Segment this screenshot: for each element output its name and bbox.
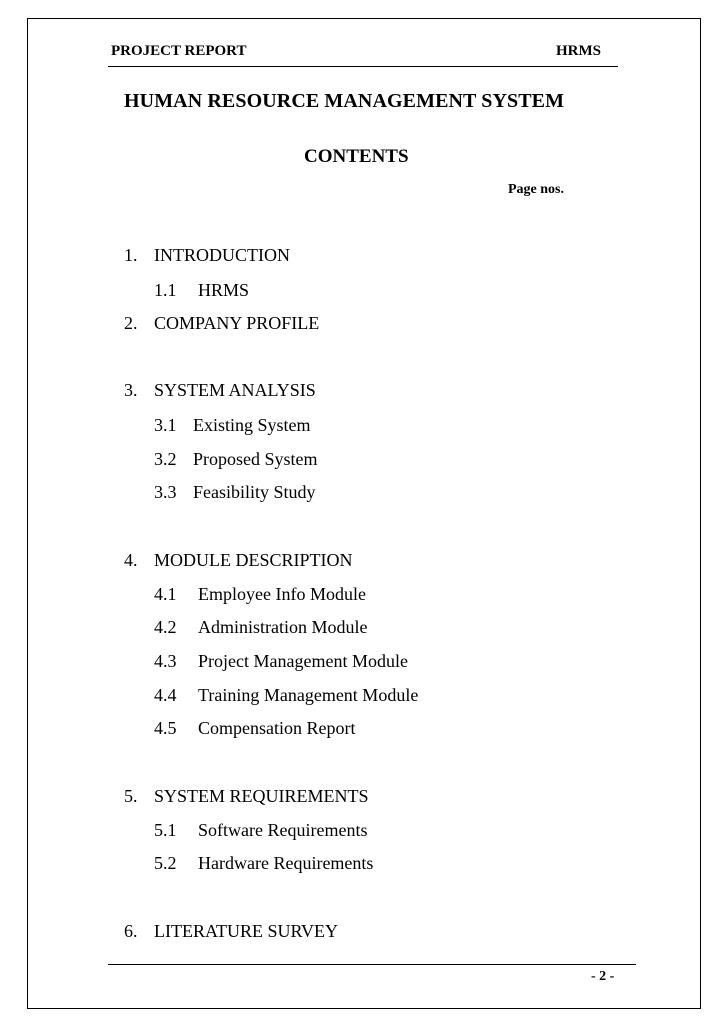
header-left: PROJECT REPORT [111,43,247,59]
toc-section-number: 6. [124,921,138,941]
document-title: HUMAN RESOURCE MANAGEMENT SYSTEM [124,90,565,112]
toc-section-number: 2. [124,313,138,333]
toc-subsection-label: Existing System [193,415,311,435]
toc-subsection [154,820,367,841]
toc-subsection-number: 3.1 [154,415,177,435]
toc-subsection [154,718,355,739]
toc-subsection [154,415,311,436]
toc-subsection-number: 4.5 [154,718,177,738]
toc-subsection-number: 1.1 [154,280,177,300]
toc-subsection [154,685,418,706]
toc-section-label: LITERATURE SURVEY [154,921,339,941]
toc-subsection-number: 4.3 [154,651,177,671]
toc-section-label: SYSTEM REQUIREMENTS [154,786,369,806]
toc-subsection-label: Hardware Requirements [198,853,374,873]
toc-subsection [154,449,318,470]
toc-section-label: INTRODUCTION [154,245,290,265]
contents-heading: CONTENTS [304,146,409,167]
toc-subsection-label: HRMS [198,280,250,300]
toc-subsection-number: 3.3 [154,482,177,502]
toc-subsection-number: 5.2 [154,853,177,873]
toc-section-number: 1. [124,245,138,265]
toc-section-module-description [124,550,353,571]
toc-section-number: 4. [124,550,138,570]
toc-subsection-label: Employee Info Module [198,584,366,604]
toc-section-system-requirements [124,786,369,807]
toc-section-company-profile [124,313,319,334]
toc-section-introduction [124,245,290,266]
toc-section-system-analysis [124,380,316,401]
toc-subsection [154,651,408,672]
toc-subsection [154,482,316,503]
toc-subsection-label: Training Management Module [198,685,419,705]
page-nos-label: Page nos. [508,182,564,197]
toc-section-number: 5. [124,786,138,806]
toc-section-literature-survey [124,921,338,942]
toc-subsection-label: Software Requirements [198,820,368,840]
toc-subsection-number: 3.2 [154,449,177,469]
toc-section-label: COMPANY PROFILE [154,313,320,333]
toc-section-label: SYSTEM ANALYSIS [154,380,316,400]
header-rule [108,66,618,67]
toc-subsection-label: Proposed System [193,449,318,469]
toc-subsection-label: Compensation Report [198,718,356,738]
toc-section-number: 3. [124,380,138,400]
toc-subsection-number: 4.4 [154,685,177,705]
toc-subsection-number: 5.1 [154,820,177,840]
toc-subsection [154,280,249,301]
toc-section-label: MODULE DESCRIPTION [154,550,353,570]
toc-subsection-label: Project Management Module [198,651,408,671]
header-right: HRMS [556,43,601,59]
toc-subsection-number: 4.1 [154,584,177,604]
page-number: - 2 - [591,969,615,984]
toc-subsection-label: Administration Module [198,617,368,637]
toc-subsection [154,617,368,638]
toc-subsection [154,853,373,874]
toc-subsection [154,584,366,605]
toc-subsection-number: 4.2 [154,617,177,637]
toc-subsection-label: Feasibility Study [193,482,316,502]
footer-rule [108,964,636,965]
